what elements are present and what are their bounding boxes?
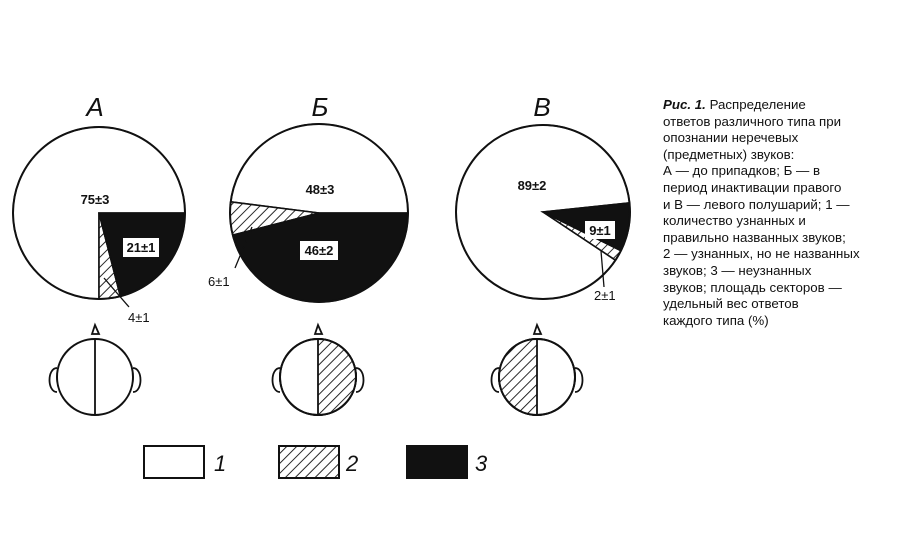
pie-a-label-1: 75±3 [80, 192, 110, 207]
caption-line-9: 2 — узнанных, но не названных [663, 246, 860, 262]
legend-label-2: 2 [346, 451, 359, 476]
caption-line-8: правильно названных звуков; [663, 229, 846, 245]
caption-line-0-text: Распределение [705, 97, 806, 112]
caption-line-11: звуков; площадь секторов — [663, 279, 842, 295]
caption-line-13: каждого типа (%) [663, 312, 769, 328]
caption-line-3: (предметных) звуков: [663, 146, 795, 162]
pie-a-label-3: 21±1 [126, 240, 156, 255]
pie-a-label-2: 4±1 [128, 310, 150, 325]
pie-chart-b [230, 124, 408, 302]
caption-line-0 [663, 97, 898, 114]
pie-chart-a [13, 127, 185, 299]
caption-line-5: период инактивации правого [663, 179, 842, 195]
panel-letter-v: В [533, 92, 551, 122]
legend-label-3: 3 [475, 451, 488, 476]
pie-b-label-3: 46±2 [304, 243, 334, 258]
pie-b-slice-1 [231, 124, 408, 213]
legend-swatch-3 [407, 446, 467, 478]
pie-v-label-3: 9±1 [589, 223, 611, 238]
pie-b-label-1: 48±3 [305, 182, 335, 197]
pie-v-label-2: 2±1 [594, 288, 616, 303]
legend-swatch-2 [279, 446, 339, 478]
panel-letter-a: А [86, 92, 104, 122]
figure-caption [663, 97, 898, 329]
legend-swatch-1 [144, 446, 204, 478]
legend [144, 446, 488, 478]
head-icon-a [50, 325, 141, 415]
pie-b-label-2: 6±1 [208, 274, 230, 289]
panel-letter-b: Б [311, 92, 329, 122]
caption-line-2: опознании неречевых [663, 130, 799, 146]
caption-line-6: и В — левого полушарий; 1 — [663, 196, 850, 212]
pie-v-label-1: 89±2 [517, 178, 547, 193]
caption-line-4: А — до припадков; Б — в [663, 163, 821, 179]
caption-line-12: удельный вес ответов [663, 296, 799, 312]
caption-line-7: количество узнанных и [663, 213, 806, 229]
caption-label: Рис. 1. [663, 97, 706, 112]
pie-chart-v [456, 125, 630, 299]
legend-label-1: 1 [214, 451, 227, 476]
caption-line-1: ответов различного типа при [663, 113, 842, 129]
caption-line-10: звуков; 3 — неузнанных [663, 262, 812, 278]
head-icon-v [492, 325, 583, 415]
head-icon-b [273, 325, 364, 415]
